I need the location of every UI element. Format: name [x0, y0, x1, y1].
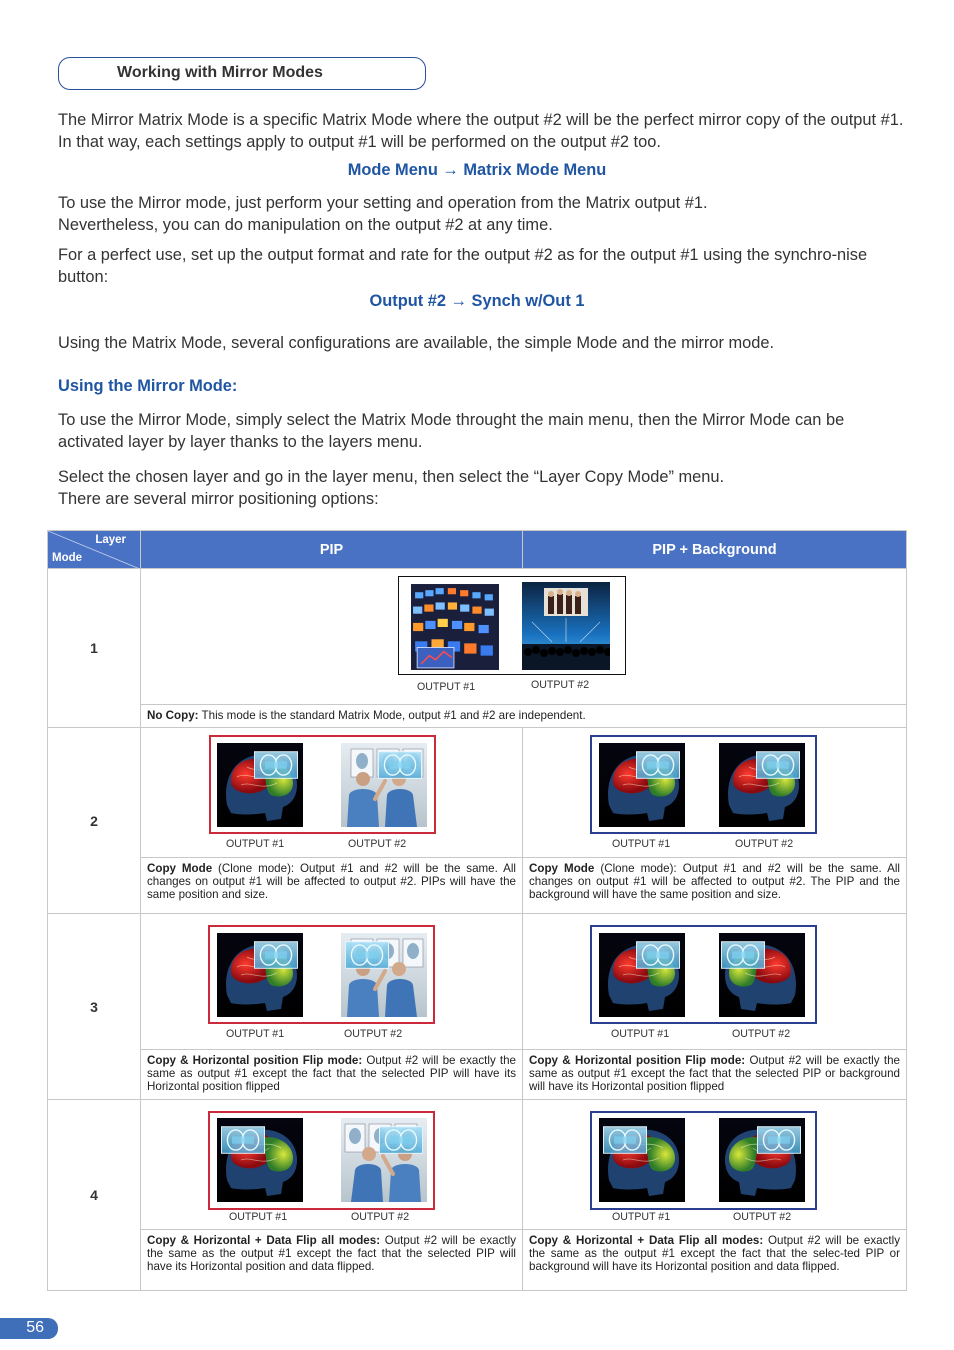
mirror-modes-table: [47, 530, 907, 1291]
layer-menu-line2: There are several mirror positioning options:: [58, 490, 379, 508]
caption-output-1: OUTPUT #1: [226, 1028, 285, 1040]
mode-4-pip-description: [141, 1230, 523, 1291]
pip-overlay-icon: [756, 751, 800, 779]
column-header-pip-background: PIP + Background: [523, 531, 907, 569]
mode-4-pip-illustration: [141, 1100, 523, 1230]
menu-path-matrix: Mode Menu → Matrix Mode Menu: [347, 161, 607, 179]
pip-overlay-icon: [757, 1126, 801, 1154]
mode-number: 2: [48, 728, 141, 914]
mode-3-pip-illustration: [141, 914, 523, 1050]
pip-overlay-icon: [721, 941, 765, 969]
table-row-mode-3: [48, 914, 907, 1050]
caption-output-1: OUTPUT #1: [612, 838, 671, 850]
mode-2-background-text: (Clone mode): Output #1 and #2 will be the same. All changes on output #1 will be affected to output #2. The PIP and the background will have the same position and size.: [529, 862, 900, 901]
caption-output-2: OUTPUT #2: [735, 838, 794, 850]
table-row-mode-1-description: [48, 705, 907, 728]
mode-2-background-illustration: [523, 728, 907, 858]
caption-output-1: OUTPUT #1: [229, 1211, 288, 1223]
menu-path-synch: Output #2 → Synch w/Out 1: [369, 292, 585, 310]
mode-number: 3: [48, 914, 141, 1100]
table-row-mode-1: [48, 569, 907, 705]
mode-2-background-label: Copy Mode: [529, 862, 595, 875]
intro-paragraph: The Mirror Matrix Mode is a specific Matrix Mode where the output #2 will be the perfect mirror copy of the output #1. In that way, each settings apply to output #1 will be performed on the output #2 too.: [58, 111, 904, 151]
caption-output-2: OUTPUT #2: [732, 1028, 791, 1040]
section-title-box: [58, 57, 426, 90]
mode-4-pip-text: Output #2 will be exactly the same as the output #1 except the fact that the selected PIP will have its Horizontal position and data flipped.: [147, 1234, 516, 1273]
layer-menu-line1: Select the chosen layer and go in the layer menu, then select the “Layer Copy Mode” menu.: [58, 468, 725, 486]
pip-overlay-icon: [378, 751, 422, 779]
caption-output-2: OUTPUT #2: [733, 1211, 792, 1223]
mode-3-background-label: Copy & Horizontal position Flip mode:: [529, 1054, 746, 1067]
caption-output-1: OUTPUT #1: [612, 1211, 671, 1223]
mode-1-label: No Copy:: [147, 709, 199, 722]
pip-overlay-icon: [345, 941, 389, 969]
caption-output-1: OUTPUT #1: [226, 838, 285, 850]
pip-overlay-icon: [254, 941, 298, 969]
mode-2-pip-text: (Clone mode): Output #1 and #2 will be the same. All changes on output #1 will be affected to output #2. PIPs will have the same position and size.: [147, 862, 516, 901]
mode-3-background-text: Output #2 will be exactly the same as output #1 except the fact that the selected PIP or background will have its Horizontal position flipped: [529, 1054, 900, 1093]
mode-3-pip-label: Copy & Horizontal position Flip mode:: [147, 1054, 363, 1067]
pip-overlay-icon: [636, 751, 680, 779]
mode-4-pip-label: Copy & Horizontal + Data Flip all modes:: [147, 1234, 381, 1247]
mode-4-background-text: Output #2 will be exactly the same as the output #1 except the fact that the selec-ted PIP or background will have its Horizontal position and data flipped.: [529, 1234, 900, 1273]
corner-label-mode: Mode: [52, 552, 83, 564]
mode-1-description: [141, 705, 907, 728]
output-2-concert-image: [522, 582, 610, 670]
mode-1-illustration-cell: [141, 569, 907, 705]
subheading-mirror-mode: Using the Mirror Mode:: [58, 377, 238, 395]
mode-3-background-illustration: [523, 914, 907, 1050]
mode-4-background-description: [523, 1230, 907, 1291]
pip-overlay-icon: [379, 1126, 423, 1154]
caption-output-2: OUTPUT #2: [531, 679, 590, 691]
mirror-activation-paragraph: To use the Mirror Mode, simply select the Matrix Mode throught the main menu, then the Mirror Mode can be activated layer by layer thanks to the layers menu.: [58, 411, 845, 451]
mode-3-pip-description: [141, 1050, 523, 1100]
corner-label-layer: Layer: [95, 534, 126, 546]
mode-3-background-description: [523, 1050, 907, 1100]
pip-overlay-icon: [603, 1126, 647, 1154]
mode-2-background-description: [523, 858, 907, 914]
mode-number: 1: [48, 569, 141, 728]
mode-2-pip-description: [141, 858, 523, 914]
column-header-pip: PIP: [141, 531, 523, 569]
pip-overlay-icon: [254, 751, 298, 779]
table-row-mode-4-description: [48, 1230, 907, 1291]
table-row-mode-3-description: [48, 1050, 907, 1100]
table-header-row: [48, 531, 907, 569]
table-row-mode-2-description: [48, 858, 907, 914]
caption-output-1: OUTPUT #1: [611, 1028, 670, 1040]
mirror-usage-line1: To use the Mirror mode, just perform your setting and operation from the Matrix output #1.: [58, 194, 708, 212]
output-1-console-image: [411, 584, 499, 670]
mode-4-background-illustration: [523, 1100, 907, 1230]
caption-output-2: OUTPUT #2: [348, 838, 407, 850]
table-row-mode-4: [48, 1100, 907, 1230]
caption-output-2: OUTPUT #2: [351, 1211, 410, 1223]
mode-4-background-label: Copy & Horizontal + Data Flip all modes:: [529, 1234, 764, 1247]
pip-overlay-icon: [221, 1126, 265, 1154]
configurations-paragraph: Using the Matrix Mode, several configurations are available, the simple Mode and the mirror mode.: [58, 334, 775, 352]
mode-3-pip-text: Output #2 will be exactly the same as output #1 except the fact that the selected PIP will have its Horizontal position flipped: [147, 1054, 516, 1093]
table-row-mode-2: [48, 728, 907, 858]
section-title: Working with Mirror Modes: [117, 64, 323, 81]
synchro-paragraph: For a perfect use, set up the output format and rate for the output #2 as for the output #1 using the synchro-nise button:: [58, 246, 868, 286]
pip-overlay-icon: [636, 941, 680, 969]
caption-output-2: OUTPUT #2: [344, 1028, 403, 1040]
mode-2-pip-label: Copy Mode: [147, 862, 213, 875]
mode-2-pip-illustration: [141, 728, 523, 858]
mode-number: 4: [48, 1100, 141, 1291]
page-number: 56: [0, 1318, 58, 1339]
mirror-usage-line2: Nevertheless, you can do manipulation on the output #2 at any time.: [58, 216, 553, 234]
caption-output-1: OUTPUT #1: [417, 681, 476, 693]
mode-1-text: This mode is the standard Matrix Mode, output #1 and #2 are independent.: [198, 709, 586, 722]
table-corner-cell: [48, 531, 141, 569]
